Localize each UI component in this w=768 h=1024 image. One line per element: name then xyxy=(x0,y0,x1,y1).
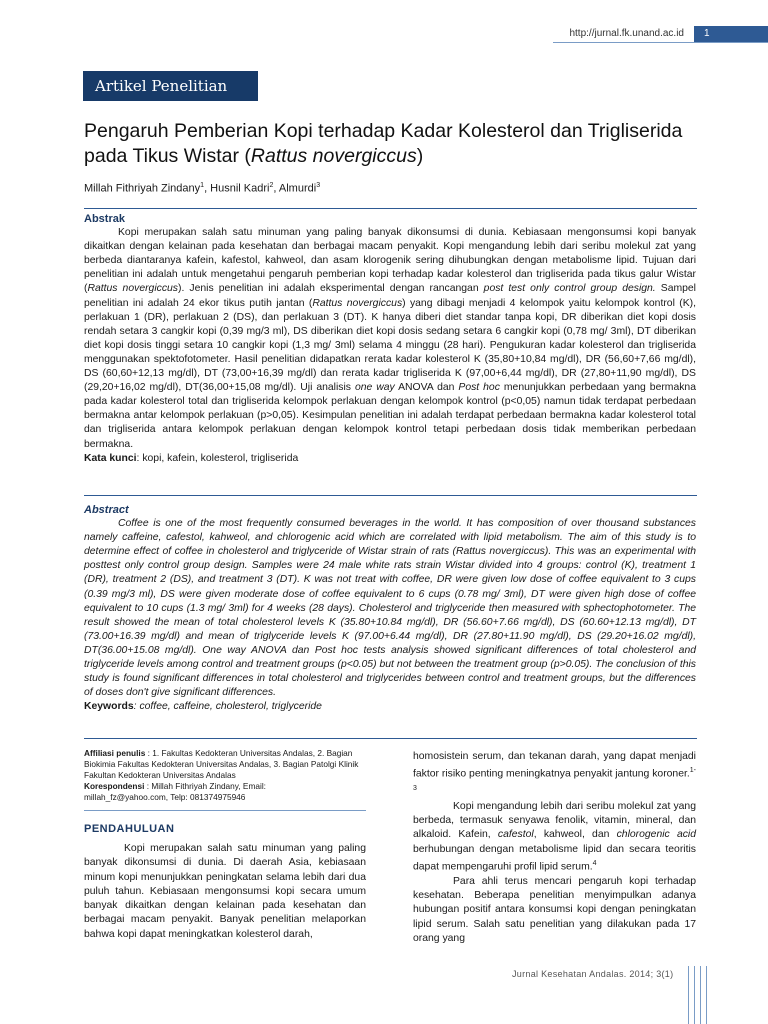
page-number-badge: 1 xyxy=(694,26,768,42)
article-type-label: Artikel Penelitian xyxy=(83,71,258,101)
abstrak-section xyxy=(84,212,696,466)
pendahuluan-body: Kopi merupakan salah satu minuman yang paling banyak dikonsumsi di dunia. Di daerah Asia, kebiasaan minum kopi menunjukkan peningkatan selama lebih dari dua puluh tahun. Kebiasaan mengonsumsi kopi secara umum banyak dikaitkan dengan kelainan pada kesehatan dan berbagai macam penyakit. Banyak penelitian melaporkan bahwa kopi dapat meningkatkan kolesterol darah, xyxy=(84,843,366,940)
article-title xyxy=(84,119,704,169)
author-3-affil: 3 xyxy=(316,182,321,189)
header-rule xyxy=(553,42,768,43)
author-2: , Husnil Kadri xyxy=(204,182,270,195)
abstract-section xyxy=(84,503,696,714)
divider xyxy=(84,738,697,739)
author-2-affil: 2 xyxy=(269,182,274,189)
journal-url[interactable]: http://jurnal.fk.unand.ac.id xyxy=(569,28,684,39)
author-1: Millah Fithriyah Zindany xyxy=(84,182,201,195)
keywords: Keywords: coffee, caffeine, cholesterol, triglyceride xyxy=(84,701,322,713)
paragraph: Para ahli terus mencari pengaruh kopi terhadap kesehatan. Beberapa penelitian menyimpulkan adanya hubungan positif antara konsumsi kopi dengan peningkatan lipid serum. Salah satu penelitian yang dilakukan pada 17 orang yang xyxy=(413,875,696,944)
author-3: , Almurdi xyxy=(273,182,317,195)
title-main: Pengaruh Pemberian Kopi terhadap Kadar Kolesterol dan Trigliserida pada Tikus Wistar ( xyxy=(84,120,683,167)
title-end: ) xyxy=(416,145,424,167)
right-column xyxy=(413,750,696,946)
footer-decoration xyxy=(688,966,708,1024)
kata-kunci: Kata kunci: kopi, kafein, kolesterol, trigliserida xyxy=(84,452,299,464)
paragraph: Kopi mengandung lebih dari seribu molekul zat yang berbeda, termasuk senyawa fenolik, vitamin, mineral, dan alkaloid. Kafein, cafestol, kahweol, dan chlorogenic acid berhubungan dengan metabolisme lipid dan secara teoritis dapat mempengaruhi profil lipid serum.$^4$ xyxy=(413,800,697,873)
abstrak-heading: Abstrak xyxy=(84,213,125,225)
author-list xyxy=(84,182,320,195)
divider xyxy=(84,495,697,496)
abstract-body: Coffee is one of the most frequently consumed beverages in the world. It has composition of over thousand substances namely caffeine, cafestol, kahweol, and chlorogenic acid which are correlated with lipid metabolism. The aim of this study is to determine effect of coffee in cholesterol and triglyceride of Wistar strain of rats (Rattus novergiccus). This was an experimental with posttest only control group design. Samples were 24 male white rats strain Wistar divided into 4 groups: control (K), treatment 1 (DR), treatment 2 (DS), and treatment 3 (DT). K was not treat with coffee, DR were given low dose of coffee equivalent to 3 cups (0.39 mg/3 ml), DS were given moderate dose of coffee equivalent to 6 cups (0.78 mg/ 3ml), DT were given high dose of coffee equivalent to 10 cups (1.3 mg/ 3ml) for 4 weeks (28 days). Cholesterol and triglyceride then measured with sphectophotometer. The result showed the mean of total cholesterol levels K (35.80+10.84 mg/dl), DR (56.60+7.66 mg/dl), DS (60.60+12.13 mg/dl), DT (73.00+16.39 mg/dl) and mean of triglyceride levels K (97.00+6.44 mg/dl), DR (27.80+11.90 mg/dl), DS (29.20+16.02 mg/dl), DT(36.00+15.08 mg/dl). One way ANOVA dan Post hoc tests analysis showed significant differences of total cholesterol and triglyceride levels among control and treatment groups (p<0.05) but not between the treatment group (p>0.05). The conclusion of this study is found significant differences in total cholesterol and triglycerides between control and treatment groups, but the differences of doses don't give significant differences. xyxy=(84,518,696,699)
affiliation-block: Affiliasi penulis : 1. Fakultas Kedokteran Universitas Andalas, 2. Bagian Biokimia Fakultas Kedokteran Universitas Andalas, 3. Bagian Patolgi Klinik Fakultan Kedokteran Universitas Andalas Korespondensi : Millah Fithriyah Zindany, Email: millah_fz@yahoo.com, Telp: 081374975946 xyxy=(84,748,359,802)
paragraph: homosistein serum, dan tekanan darah, yang dapat menjadi faktor risiko penting meningkatnya penyakit jantung koroner.$^{1-3}$ xyxy=(413,751,696,793)
left-column xyxy=(84,748,366,942)
pendahuluan-heading: PENDAHULUAN xyxy=(84,823,175,835)
journal-footer: Jurnal Kesehatan Andalas. 2014; 3(1) xyxy=(512,969,674,979)
divider xyxy=(84,208,697,209)
correspondence-email[interactable]: millah_fz@yahoo.com, Telp: 081374975946 xyxy=(84,792,246,802)
divider xyxy=(84,810,366,811)
abstract-heading: Abstract xyxy=(84,504,129,516)
title-species: Rattus novergiccus xyxy=(250,145,417,167)
author-1-affil: 1 xyxy=(200,182,205,189)
abstrak-body: Kopi merupakan salah satu minuman yang paling banyak dikonsumsi di dunia. Kebiasaan mengonsumsi kopi banyak dikaitkan dengan kelainan pada kesehatan dan berbagai macam penyakit. Kopi mengandung lebih dari seribu molekul zat yang berbeda diantaranya kafein, kafestol, kahweol, dan asam klorogenik sering dihubungkan dengan metabolisme lipid. Tujuan dari penelitian ini adalah untuk mengetahui pengaruh pemberian kopi terhadap kadar kolesterol dan trigliserida pada tikus galur Wistar (Rattus novergiccus). Jenis penelitian ini adalah eksperimental dengan rancangan post test only control group design. Sampel penelitian ini adalah 24 ekor tikus putih jantan (Rattus novergiccus) yang dibagi menjadi 4 kelompok yaitu kelompok kontrol (K), perlakuan 1 (DR), perlakuan 2 (DS), dan perlakuan 3 (DT). K hanya diberi diet standar tanpa kopi, DR diberikan diet kopi dosis rendah setara 3 cangkir kopi (0,39 mg/3 ml), DS diberikan diet kopi dosis sedang setara 6 cangkir kopi (0,78 mg/ 3ml), DT diberikan diet kopi dosis tinggi setara 10 cangkir kopi (1,3 mg/ 3ml) selama 4 minggu (28 hari). Pengukuran kadar kolesterol dan trigliserida menggunakan spektofotometer. Hasil penelitian didapatkan rerata kadar kolesterol K (35,80+10,84 mg/dl), DR (56,60+7,66 mg/dl), DS (60,60+12,13 mg/dl), DT (73,00+16,39 mg/dl) dan rerata kadar trigliserida K (97,00+6,44 mg/dl), DR (27,80+11,90 mg/dl), DS (29,20+16,02 mg/dl), DT(36,00+15,08 mg/dl). Uji analisis one way ANOVA dan Post hoc menunjukkan perbedaan yang bermakna pada kadar kolesterol total dan trigliserida kelompok perlakuan dengan kelompok kontrol (p<0,05) namun tidak terdapat perbedaan bermakna antar kelompok perlakuan (p>0,05). Kesimpulan penelitian ini adalah terdapat perbedaan bermakna kadar kolesterol total dan trigliserida antara kelompok perlakuan dengan kelompok kontrol tetapi perbedaan dosis tidak memberikan perbedaan bermakna. xyxy=(84,227,696,450)
